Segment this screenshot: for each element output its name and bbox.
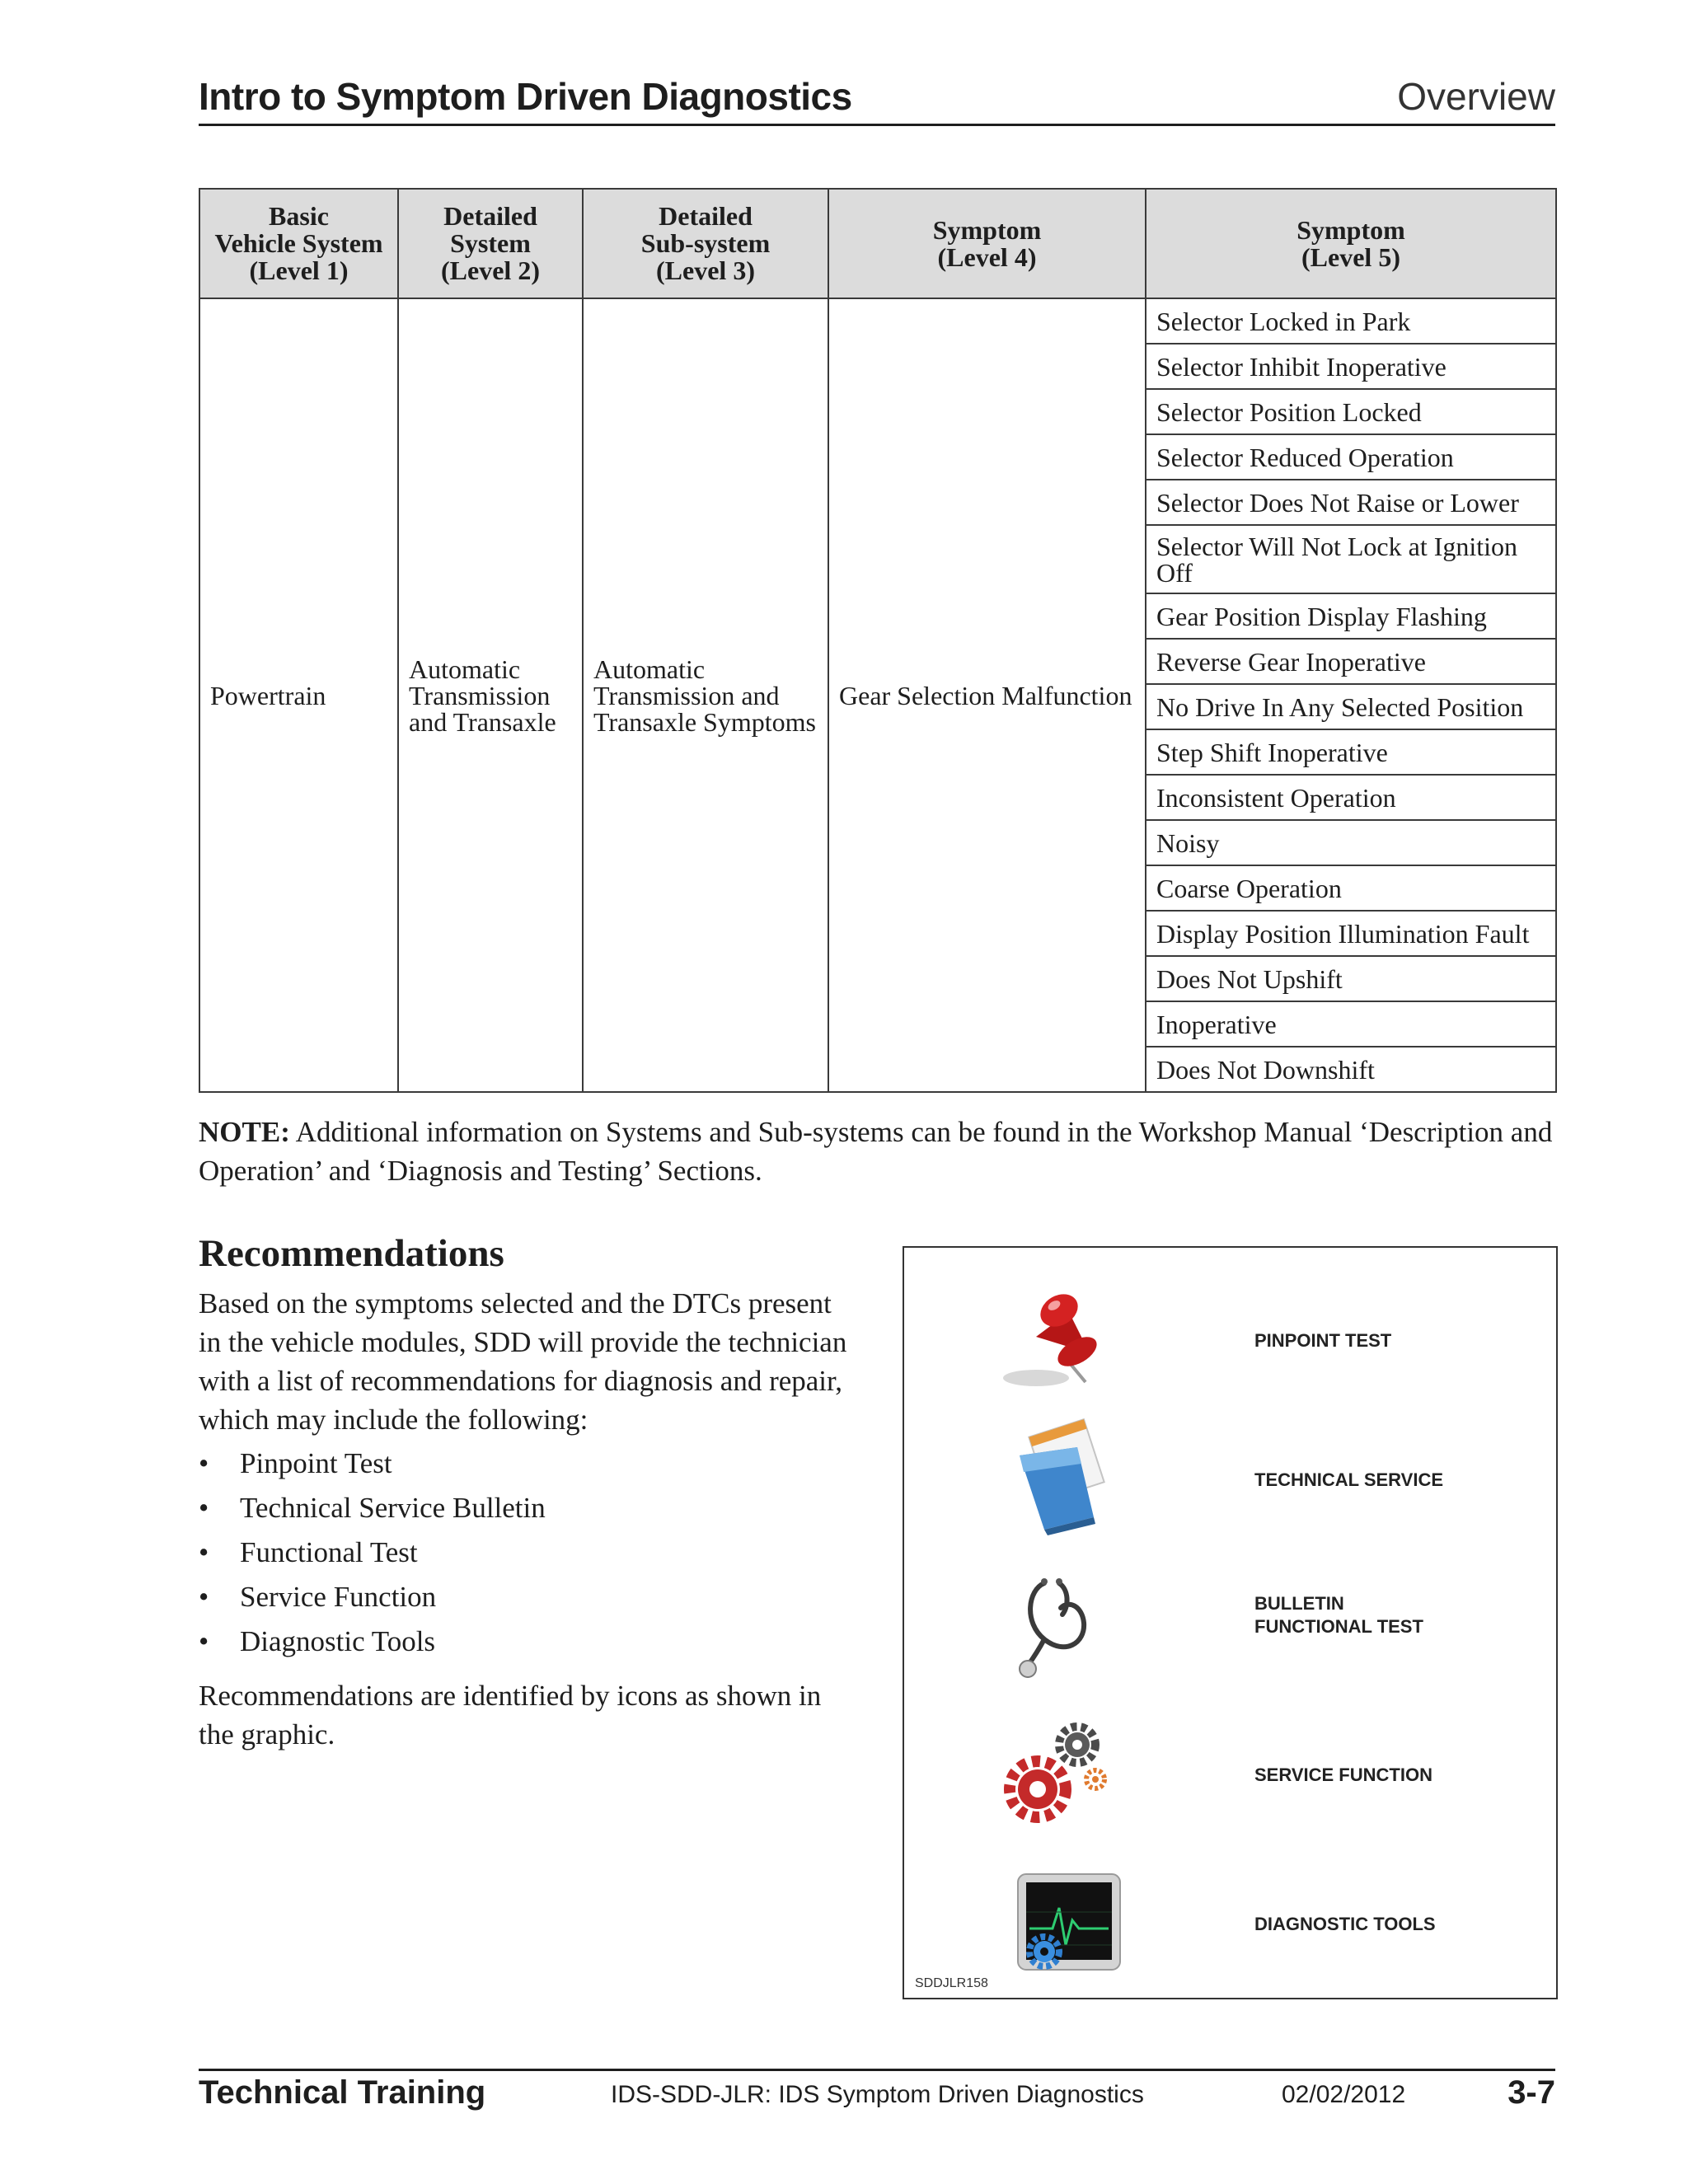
header-level2: Detailed System (Level 2) (398, 189, 583, 298)
header-level1: Basic Vehicle System (Level 1) (199, 189, 398, 298)
header-level4: Symptom (Level 4) (828, 189, 1146, 298)
recommendations-intro: Based on the symptoms selected and the DTCs present in the vehicle modules, SDD will provide the technician with a list of recommendations for diagnosis and repair, which may include the following: (199, 1287, 847, 1436)
cell-level5: Selector Reduced Operation (1146, 434, 1556, 480)
graphic-item-service-function (987, 1713, 1448, 1837)
graphic-item-diagnostic-tools (987, 1863, 1448, 1986)
cell-level5: Does Not Downshift (1146, 1047, 1556, 1092)
graphic-label: FUNCTIONAL TEST (1254, 1616, 1423, 1637)
footer-document-id: IDS-SDD-JLR: IDS Symptom Driven Diagnostics (611, 2081, 1144, 2108)
cell-level5: Inconsistent Operation (1146, 775, 1556, 820)
cell-level2: Automatic Transmission and Transaxle (398, 298, 583, 1092)
graphic-item-pinpoint-test (987, 1279, 1448, 1403)
list-item: • Functional Test (199, 1536, 418, 1568)
cell-level5: Selector Does Not Raise or Lower (1146, 480, 1556, 525)
list-item: • Technical Service Bulletin (199, 1492, 546, 1524)
list-item: • Service Function (199, 1581, 437, 1613)
note-label: NOTE: (199, 1116, 290, 1148)
header-level3: Detailed Sub-system (Level 3) (583, 189, 828, 298)
page-footer (199, 2069, 1555, 2121)
cell-level5: Gear Position Display Flashing (1146, 593, 1556, 639)
recommendations-list (199, 1444, 546, 1666)
graphic-label: DIAGNOSTIC TOOLS (1254, 1914, 1436, 1934)
footer-date: 02/02/2012 (1282, 2081, 1406, 2108)
graphic-item-functional-test (987, 1565, 1448, 1689)
cell-level3: Automatic Transmission and Transaxle Symptoms (583, 298, 828, 1092)
cell-level5: Inoperative (1146, 1001, 1556, 1047)
footer-title: Technical Training (199, 2074, 486, 2111)
cell-level5: No Drive In Any Selected Position (1146, 684, 1556, 729)
recommendations-heading: Recommendations (199, 1232, 504, 1275)
page-header (199, 73, 1555, 126)
list-item: • Diagnostic Tools (199, 1625, 436, 1657)
figure-code: SDDJLR158 (915, 1976, 988, 1990)
graphic-label: SERVICE FUNCTION (1254, 1765, 1432, 1785)
pushpin-icon (987, 1279, 1135, 1403)
graphic-label: PINPOINT TEST (1254, 1330, 1392, 1351)
cell-level5: Step Shift Inoperative (1146, 729, 1556, 775)
cell-level5: Coarse Operation (1146, 865, 1556, 911)
cell-level5: Selector Position Locked (1146, 389, 1556, 434)
cell-level5: Noisy (1146, 820, 1556, 865)
gears-icon (987, 1713, 1135, 1837)
section-name: Overview (1397, 75, 1555, 118)
document-title: Intro to Symptom Driven Diagnostics (199, 75, 852, 118)
graphic-item-tsb (987, 1418, 1448, 1614)
stethoscope-icon (987, 1565, 1135, 1689)
cell-level5: Reverse Gear Inoperative (1146, 639, 1556, 684)
table-header-row (199, 189, 1556, 298)
cell-level1: Powertrain (199, 298, 398, 1092)
monitor-gear-icon (987, 1863, 1135, 1986)
graphic-label: TECHNICAL SERVICE BULLETIN (1254, 1469, 1444, 1614)
document-folder-icon (987, 1418, 1135, 1542)
note-paragraph (199, 1113, 1567, 1190)
cell-level5: Selector Locked in Park (1146, 298, 1556, 344)
cell-level4: Gear Selection Malfunction (828, 298, 1146, 1092)
list-item: • Pinpoint Test (199, 1447, 392, 1479)
symptom-table (199, 188, 1557, 1093)
cell-level5: Selector Inhibit Inoperative (1146, 344, 1556, 389)
page-number: 3-7 (1507, 2074, 1555, 2111)
table-row (199, 298, 1556, 344)
cell-level5: Selector Will Not Lock at Ignition Off (1146, 525, 1556, 593)
recommendation-icons-graphic (903, 1246, 1558, 1999)
recommendations-closing: Recommendations are identified by icons as shown in the graphic. (199, 1680, 822, 1750)
cell-level5: Does Not Upshift (1146, 956, 1556, 1001)
cell-level5: Display Position Illumination Fault (1146, 911, 1556, 956)
note-text: Additional information on Systems and Sub-systems can be found in the Workshop Manual ‘Description and Operation’ and ‘Diagnosis and Testing’ Sections. (199, 1116, 1553, 1187)
header-level5: Symptom (Level 5) (1146, 189, 1556, 298)
